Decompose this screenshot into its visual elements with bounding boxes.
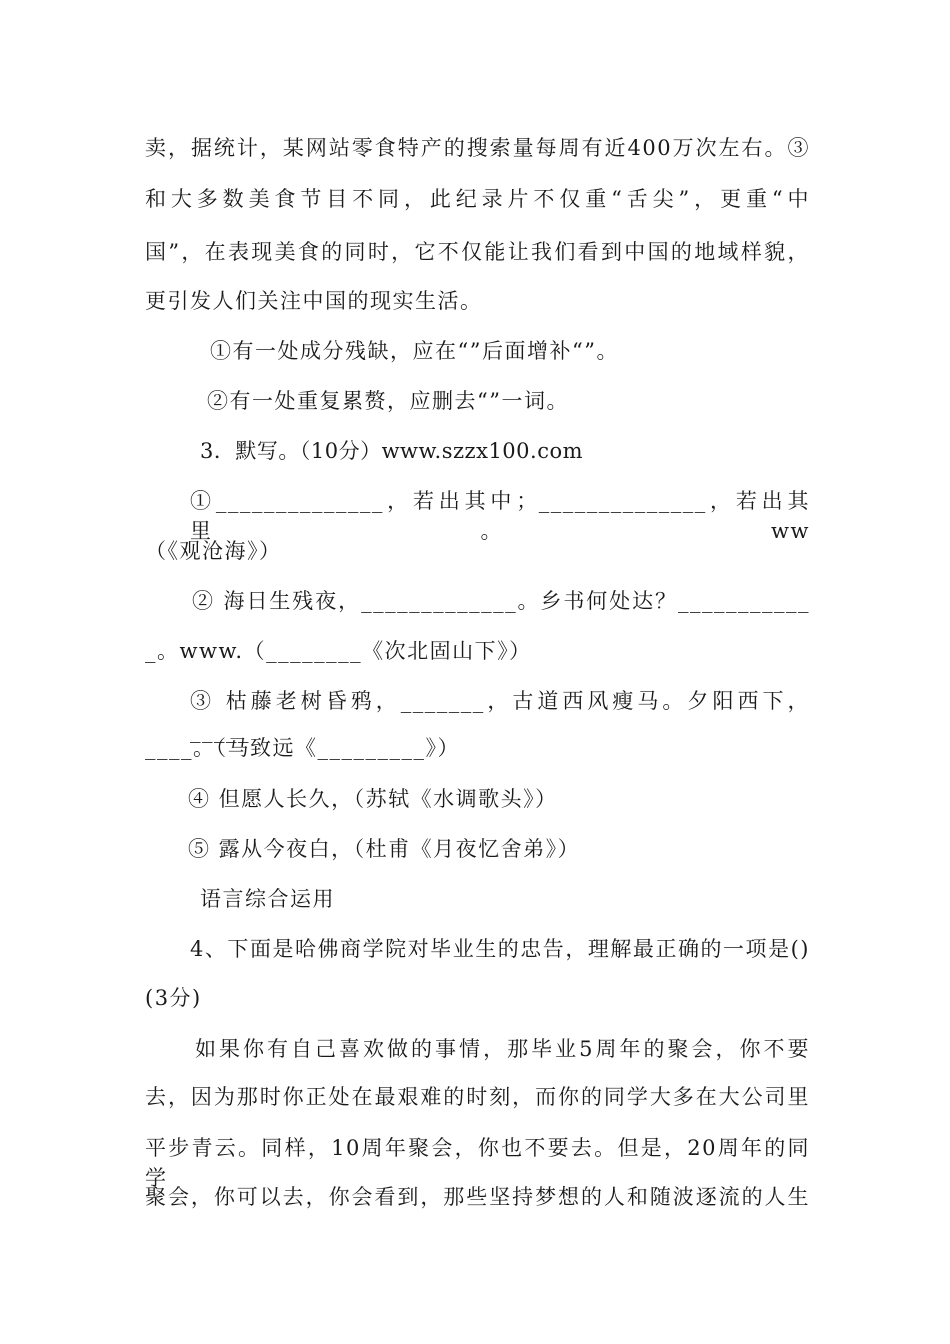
passage-line: 聚会，你可以去，你会看到，那些坚持梦想的人和随波逐流的人生 xyxy=(145,1185,810,1209)
passage-line: 如果你有自己喜欢做的事情，那毕业5周年的聚会，你不要 xyxy=(195,1037,810,1061)
dictation-item-3: ③ 枯藤老树昏鸦，_______，古道西风瘦马。夕阳西下，_____ xyxy=(190,689,810,743)
dictation-item-4: ④ 但愿人长久，（苏轼《水调歌头》） xyxy=(188,787,558,811)
dictation-item-5: ⑤ 露从今夜白，（杜甫《月夜忆舍弟》） xyxy=(188,837,581,861)
question-note-2: ②有一处重复累赘，应删去“”一词。 xyxy=(207,389,569,413)
dictation-item-1: ①______________，若出其中；______________，若出其里。ww xyxy=(190,489,810,543)
paragraph-line: 和大多数美食节目不同，此纪录片不仅重“舌尖”，更重“中 xyxy=(145,187,810,211)
dictation-source-1: （《观沧海》） xyxy=(145,539,282,563)
question-heading-4: 4、下面是哈佛商学院对毕业生的忠告，理解最正确的一项是() xyxy=(190,937,810,961)
question-heading-3: 3．默写。（10分）www.szzx100.com xyxy=(200,439,584,463)
dictation-item-2-cont: _。www.（________《次北固山下》） xyxy=(145,639,532,663)
passage-line: 平步青云。同样，10周年聚会，你也不要去。但是，20周年的同学 xyxy=(145,1136,810,1190)
dictation-item-2: ② 海日生残夜，_____________。乡书何处达？___________ xyxy=(192,589,810,613)
question-note-1: ①有一处成分残缺，应在“”后面增补“”。 xyxy=(210,339,619,363)
paragraph-line: 国”，在表现美食的同时，它不仅能让我们看到中国的地域样貌， xyxy=(145,240,810,264)
question-score: (3分) xyxy=(145,986,202,1010)
passage-line: 去，因为那时你正处在最艰难的时刻，而你的同学大多在大公司里 xyxy=(145,1085,810,1109)
paragraph-line: 卖，据统计，某网站零食特产的搜索量每周有近400万次左右。③ xyxy=(145,136,810,160)
paragraph-line: 更引发人们关注中国的现实生活。 xyxy=(145,289,483,313)
dictation-item-3-cont: ____。（马致远《_________》） xyxy=(145,736,460,760)
section-heading: 语言综合运用 xyxy=(200,887,335,911)
